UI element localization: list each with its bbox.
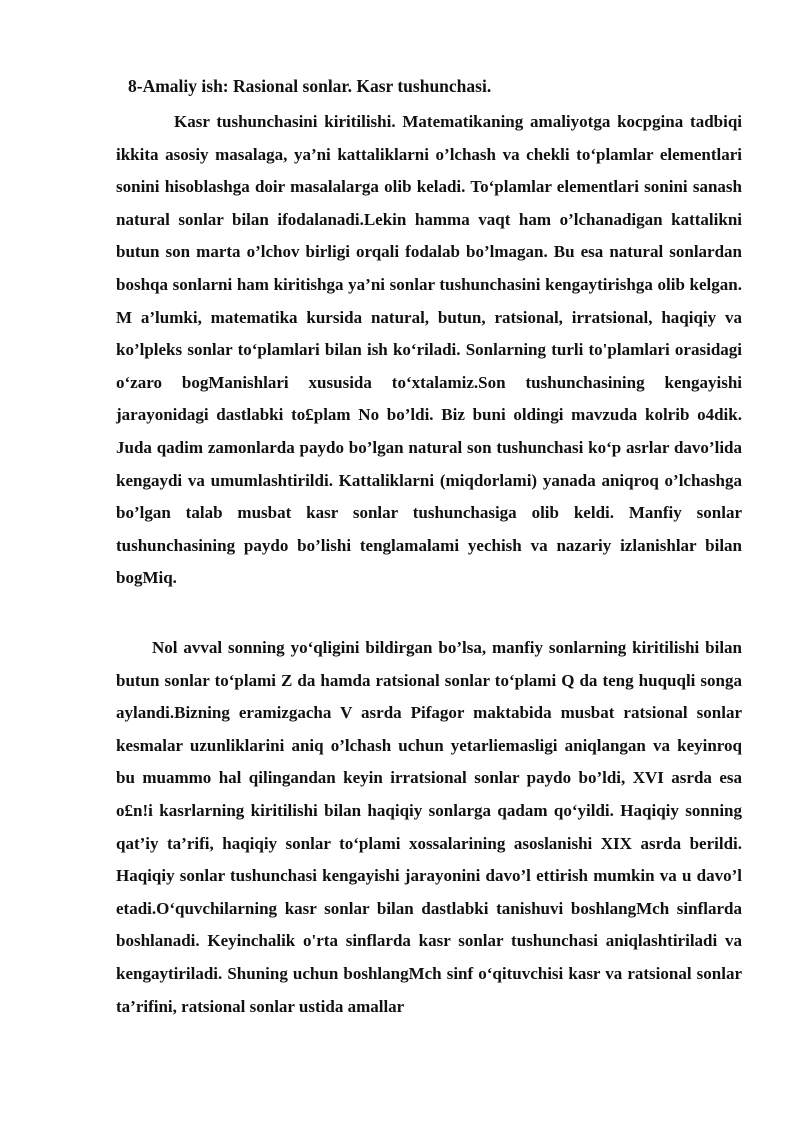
paragraph-number-history: Nol avval sonning yo‘qligini bildirgan bo’lsa, manfiy sonlarning kiritilishi bilan butun sonlar to‘plami Z da hamda ratsional sonlar to‘plami Q da teng huquqli songa aylandi.Bizning eramizgacha V asrda Pifagor maktabida musbat ratsional sonlar kesmalar uzunliklarini aniq o’lchash uchun yetarliemasligi aniqlangan va keyinroq bu muammo hal qilingandan keyin irratsional sonlar paydo bo’ldi, XVI asrda esa o£n!i kasrlarning kiritilishi bilan haqiqiy sonlarga qadam qo‘yildi. Haqiqiy sonning qat’iy ta’rifi, haqiqiy sonlar to‘plami xossalarining asoslanishi XIX asrda berildi. Haqiqiy sonlar tushunchasi kengayishi jarayonini davo’l ettirish mumkin va u davo’l etadi.O‘quvchilarning kasr sonlar bilan dastlabki tanishuvi boshlangMch sinflarda boshlanadi. Keyinchalik o'rta sinflarda kasr sonlar tushunchasi aniqlashtiriladi va kengaytiriladi. Shuning uchun boshlangMch sinf o‘qituvchisi kasr va ratsional sonlar ta’rifini, ratsional sonlar ustida amallar bbox=[116, 638, 742, 1016]
paragraph-fraction-concept: Kasr tushunchasini kiritilishi. Matematikaning amaliyotga kocpgina tadbiqi ikkita asosiy masalaga, ya’ni kattaliklarni o’lchash va chekli to‘plamlar elementlari sonini hisoblashga doir masalalarga olib keladi. To‘plamlar elementlari sonini sanash natural sonlar bilan ifodalanadi.Lekin hamma vaqt ham o’lchanadigan kattalikni butun son marta o’lchov birligi orqali fodalab bo’lmagan. Bu esa natural sonlardan boshqa sonlarni ham kiritishga ya’ni sonlar tushunchasini kengaytirishga olib kelgan. M a’lumki, matematika kursida natural, butun, ratsional, irratsional, haqiqiy va ko’lpleks sonlar to‘plamlari bilan ish ko‘riladi. Sonlarning turli to'plamlari orasidagi o‘zaro bogManishlari xususida to‘xtalamiz.Son tushunchasining kengayishi jarayonidagi dastlabki to£plam No bo’ldi. Biz buni oldingi mavzuda kolrib o4dik. Juda qadim zamonlarda paydo bo’lgan natural son tushunchasi ko‘p asrlar davo’lida kengaydi va umumlashtirildi. Kattaliklarni (miqdorlami) yanada aniqroq o’lchashga bo’lgan talab musbat kasr sonlar tushunchasiga olib keldi. Manfiy sonlar tushunchasining paydo bo’lishi tenglamalami yechish va nazariy izlanishlar bilan bogMiq. bbox=[116, 112, 742, 588]
document-title: 8-Amaliy ish: Rasional sonlar. Kasr tushunchasi. bbox=[128, 76, 492, 96]
